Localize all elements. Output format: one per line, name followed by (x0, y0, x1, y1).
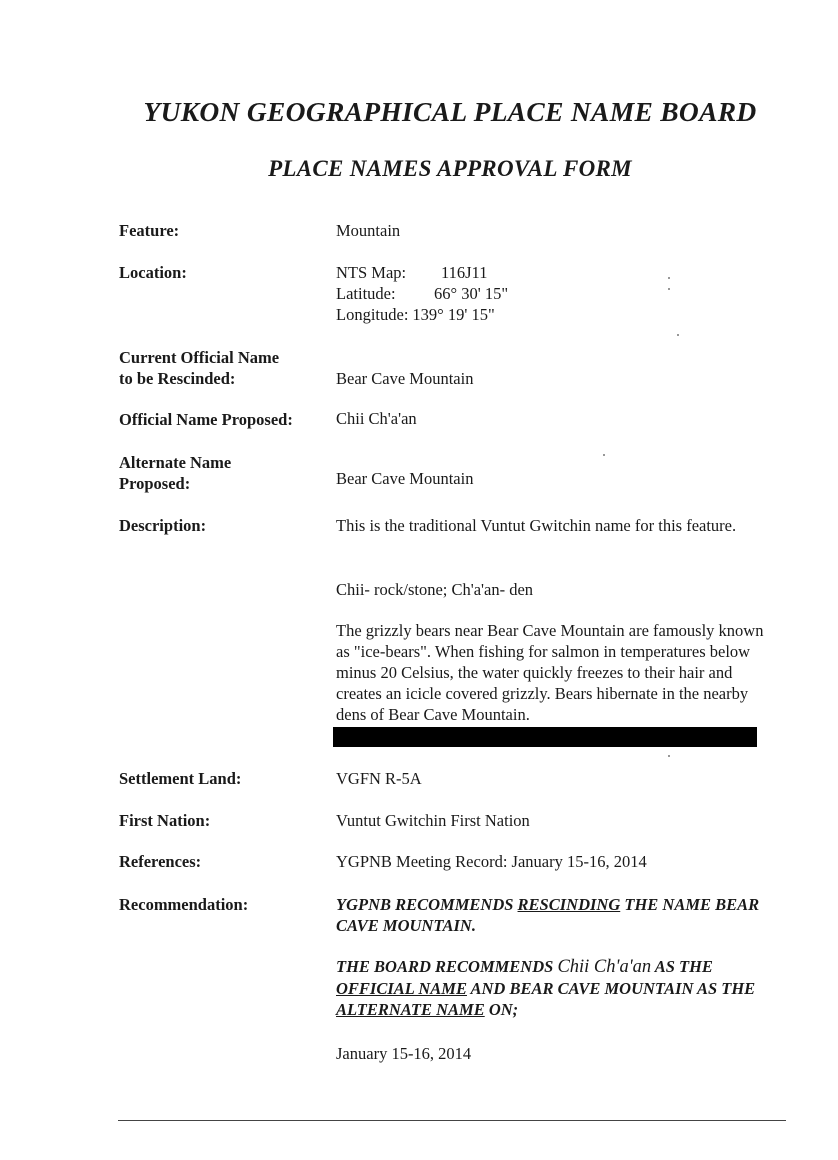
proposed-value: Chii Ch'a'an (336, 409, 417, 428)
form-title: PLACE NAMES APPROVAL FORM (268, 156, 632, 181)
latitude-key: Latitude: (336, 284, 396, 303)
recommendation-rescind (336, 894, 776, 936)
nts-key: NTS Map: (336, 263, 407, 282)
rec1-part-c: THE NAME BEAR CAVE MOUNTAIN. (336, 895, 760, 935)
rec1-part-a: YGPNB RECOMMENDS (336, 895, 518, 914)
rec2-official-name: OFFICIAL NAME (336, 979, 467, 998)
first-nation-label: First Nation: (119, 811, 211, 830)
rescinded-value: Bear Cave Mountain (336, 369, 474, 388)
nts-value: 116J11 (441, 263, 488, 282)
description-para3: The grizzly bears near Bear Cave Mountain are famously known as "ice-bears". When fishing for salmon in temperatures below minus 20 Celsius, the water quickly freezes to their hair and creates an icicle covered grizzly. Bears hibernate in the nearby dens of Bear Cave Mountain. (336, 621, 764, 724)
scan-speck (668, 755, 670, 757)
settlement-value: VGFN R-5A (336, 769, 422, 788)
longitude-key: Longitude: (336, 305, 409, 324)
recommendation-label: Recommendation: (119, 895, 249, 914)
alternate-label-line1: Alternate Name (119, 453, 232, 472)
redaction-bar (333, 727, 757, 747)
scan-speck (668, 288, 670, 290)
alternate-label (119, 452, 231, 494)
latitude-value: 66° 30' 15" (434, 284, 509, 303)
rec2-name: Chii Ch'a'an (557, 957, 652, 977)
description-para2: Chii- rock/stone; Ch'a'an- den (336, 580, 534, 599)
feature-value: Mountain (336, 221, 401, 240)
longitude-value: 139° 19' 15" (412, 305, 495, 324)
recommendation-date: January 15-16, 2014 (336, 1044, 472, 1063)
scan-speck (668, 277, 670, 279)
rec2-part-f: ON; (484, 1000, 519, 1019)
location-value (336, 262, 776, 325)
rec2-alternate-name: ALTERNATE NAME (336, 1000, 485, 1019)
description-para1: This is the traditional Vuntut Gwitchin name for this feature. (336, 516, 737, 535)
rec2-part-b: AS THE (651, 957, 713, 976)
scan-speck (603, 454, 605, 456)
scan-speck (677, 334, 679, 336)
description-label: Description: (119, 516, 207, 535)
board-title: YUKON GEOGRAPHICAL PLACE NAME BOARD (143, 96, 757, 127)
proposed-label: Official Name Proposed: (119, 410, 293, 429)
references-value: YGPNB Meeting Record: January 15-16, 2014 (336, 852, 647, 871)
settlement-label: Settlement Land: (119, 769, 242, 788)
rescinded-label-line1: Current Official Name (119, 348, 280, 367)
alternate-label-line2: Proposed: (119, 474, 191, 493)
rec1-rescinding: RESCINDING (517, 895, 621, 914)
alternate-value: Bear Cave Mountain (336, 469, 474, 488)
rescinded-label-line2: to be Rescinded: (119, 369, 236, 388)
first-nation-value: Vuntut Gwitchin First Nation (336, 811, 530, 830)
feature-label: Feature: (119, 221, 180, 240)
recommendation-official (336, 956, 776, 1020)
rescinded-label (119, 347, 279, 389)
bottom-rule (118, 1120, 786, 1121)
location-label: Location: (119, 263, 187, 282)
references-label: References: (119, 852, 202, 871)
rec2-part-d: AND BEAR CAVE MOUNTAIN AS THE (466, 979, 756, 998)
rec2-part-a: THE BOARD RECOMMENDS (336, 957, 558, 976)
